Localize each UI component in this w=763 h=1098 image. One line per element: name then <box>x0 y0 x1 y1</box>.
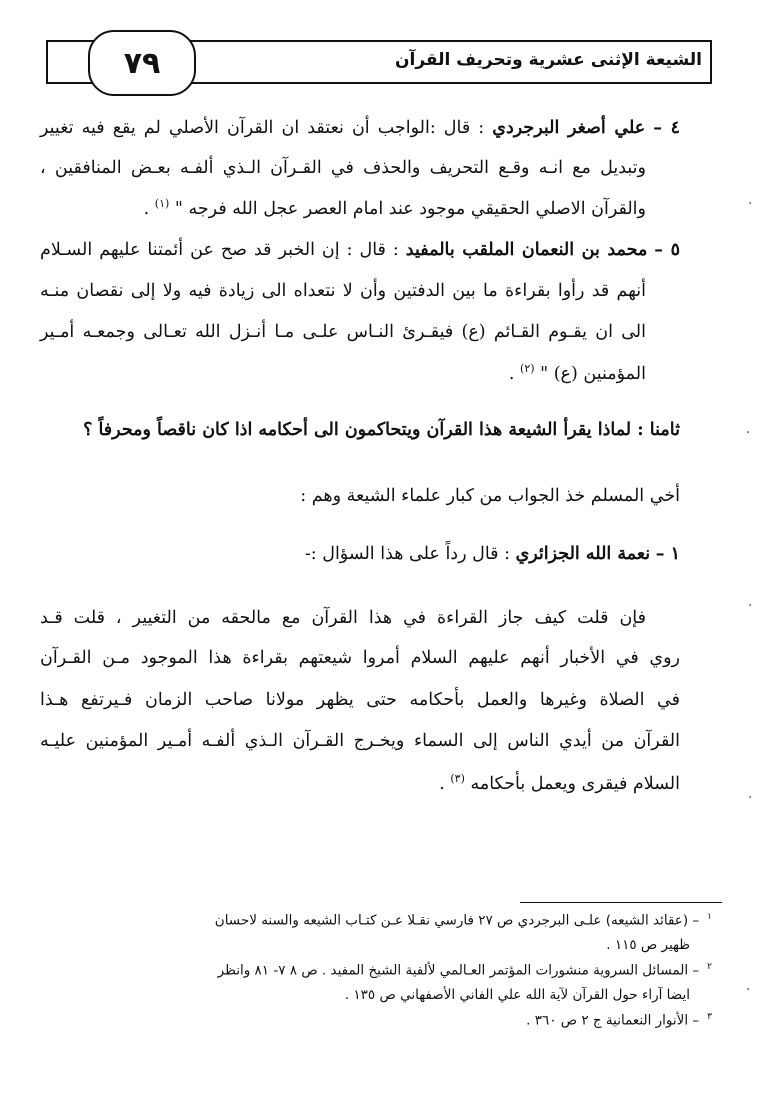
footnote-2: $^٢$– المسائل السروية منشورات المؤتمر العـالمي لألفية الشيخ المفيد . ص ٨ ٧- ٨١ وانظر <box>217 962 712 979</box>
item-5-line-3: الى ان يقـوم القـائم (ع) فيقـرئ النـاس علـى مـا أنـزل الله تعـالى وجمعـه أمـير <box>40 322 646 342</box>
item-4-line-1: ٤ – علي أصغر البرجردي : قال :الواجب أن نعتقد ان القرآن الأصلي لم يقع فيه تغيير <box>40 118 681 138</box>
quote-line-1: فإن قلت كيف جاز القراءة في هذا القرآن مع مالحقه من التغيير ، قلت قـد <box>40 608 646 628</box>
header-left-rule <box>46 40 48 84</box>
question-heading: ثامنا : لماذا يقرأ الشيعة هذا القرآن ويتحاكمون الى أحكامه اذا كان ناقصاً ومحرفاً ؟ <box>83 420 680 440</box>
footnote-ref-2: (٢) <box>520 362 535 375</box>
scan-speck: · <box>748 196 753 212</box>
quote-line-3: في الصلاة وغيرها والعمل بأحكامه حتى يظهر مولانا صاحب الزمان فـيرتفع هـذا <box>40 690 680 710</box>
item-4-line-2: وتبديل مع انـه وقـع التحريف والحذف في القـرآن الـذي ألفـه بعـض المنافقين ، <box>40 158 646 178</box>
item-4-author: علي أصغر البرجردي <box>492 118 646 138</box>
footnote-separator <box>520 902 722 903</box>
answer-1-heading: ١ – نعمة الله الجزائري : قال رداً على هذا السؤال :- <box>304 544 680 564</box>
page-number: ٧٩ <box>88 30 196 96</box>
scan-speck: · <box>746 982 751 998</box>
scan-speck: · <box>748 790 753 806</box>
item-5-line-4: المؤمنين (ع) " $^{(٢)}$ . <box>508 362 646 384</box>
quote-line-4: القرآن من أيدي الناس إلى السماء ويخـرج القـرآن الـذي ألفـه أمـير المؤمنين عليـه <box>40 731 680 751</box>
page-header <box>46 40 712 84</box>
intro-line: أخي المسلم خذ الجواب من كبار علماء الشيعة وهم : <box>300 486 680 506</box>
item-5-line-2: أنهم قد رأوا بقراءة ما بين الدفتين وأن لا نتعداه الى زيادة فيه ولا إلى نقصان منـه <box>40 281 646 301</box>
running-title: الشيعة الإثنى عشرية وتحريف القرآن <box>395 50 702 70</box>
footnote-1-cont: ظهير ص ١١٥ . <box>606 937 690 953</box>
quote-line-2: روي في الأخبار أنهم عليهم السلام أمروا شيعتهم بقراءة هذا الموجود مـن القـرآن <box>40 648 680 668</box>
footnote-3: $^٣$– الأنوار النعمانية ج ٢ ص ٣٦٠ . <box>526 1012 712 1029</box>
item-5-author: محمد بن النعمان الملقب بالمفيد <box>405 240 648 260</box>
scan-speck: · <box>746 425 751 441</box>
scan-speck: · <box>748 598 753 614</box>
footnote-ref-1: (١) <box>154 197 170 210</box>
footnote-1: $^١$– (عقائد الشيعه) علـى البرجردي ص ٢٧ فارسي نقـلا عـن كتـاب الشيعه والسنه لاحسان <box>214 912 712 929</box>
answer-1-author: نعمة الله الجزائري <box>515 544 651 564</box>
item-4-line-3: والقرآن الاصلي الحقيقي موجود عند امام العصر عجل الله فرجه " $^{(١)}$ . <box>143 197 646 219</box>
footnote-2-cont: ايضا آراء حول القرآن لآية الله علي الفاني الأصفهاني ص ١٣٥ . <box>344 987 690 1003</box>
footnote-ref-3: (٣) <box>450 772 465 785</box>
header-right-rule <box>710 40 712 84</box>
quote-line-5: السلام فيقرى ويعمل بأحكامه $^{(٣)}$ . <box>439 772 680 794</box>
item-5-line-1: ٥ – محمد بن النعمان الملقب بالمفيد : قال : إن الخبر قد صح عن أئمتنا عليهم السـلام <box>40 240 680 260</box>
